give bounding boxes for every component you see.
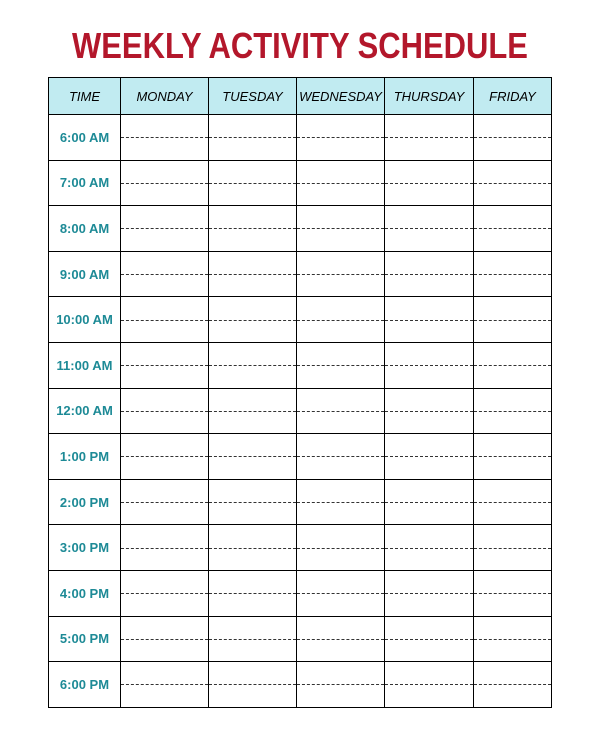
schedule-slot-thursday[interactable] — [385, 251, 474, 297]
schedule-slot-wednesday[interactable] — [297, 297, 385, 343]
table-row — [49, 525, 552, 571]
schedule-slot-monday[interactable] — [121, 115, 209, 161]
schedule-slot-thursday[interactable] — [385, 479, 474, 525]
schedule-slot-tuesday[interactable] — [209, 115, 297, 161]
schedule-slot-friday[interactable] — [474, 342, 552, 388]
schedule-slot-thursday[interactable] — [385, 206, 474, 252]
schedule-slot-thursday[interactable] — [385, 115, 474, 161]
schedule-slot-friday[interactable] — [474, 388, 552, 434]
schedule-body — [49, 115, 552, 708]
schedule-slot-friday[interactable] — [474, 206, 552, 252]
schedule-slot-tuesday[interactable] — [209, 479, 297, 525]
schedule-slot-tuesday[interactable] — [209, 251, 297, 297]
table-row — [49, 570, 552, 616]
schedule-slot-thursday[interactable] — [385, 616, 474, 662]
schedule-slot-friday[interactable] — [474, 160, 552, 206]
schedule-slot-tuesday[interactable] — [209, 160, 297, 206]
schedule-slot-thursday[interactable] — [385, 434, 474, 480]
time-label: 7:00 AM — [49, 160, 121, 206]
table-row — [49, 388, 552, 434]
schedule-slot-tuesday[interactable] — [209, 662, 297, 708]
column-header-thursday: THURSDAY — [385, 78, 474, 115]
schedule-slot-monday[interactable] — [121, 160, 209, 206]
table-row — [49, 160, 552, 206]
time-label: 5:00 PM — [49, 616, 121, 662]
table-row — [49, 251, 552, 297]
schedule-slot-monday[interactable] — [121, 388, 209, 434]
schedule-slot-monday[interactable] — [121, 570, 209, 616]
time-label: 2:00 PM — [49, 479, 121, 525]
schedule-slot-thursday[interactable] — [385, 342, 474, 388]
table-row — [49, 297, 552, 343]
schedule-slot-monday[interactable] — [121, 616, 209, 662]
schedule-slot-tuesday[interactable] — [209, 570, 297, 616]
schedule-slot-monday[interactable] — [121, 297, 209, 343]
time-label: 1:00 PM — [49, 434, 121, 480]
column-header-friday: FRIDAY — [474, 78, 552, 115]
schedule-slot-monday[interactable] — [121, 479, 209, 525]
time-label: 9:00 AM — [49, 251, 121, 297]
schedule-slot-wednesday[interactable] — [297, 388, 385, 434]
time-label: 11:00 AM — [49, 342, 121, 388]
schedule-slot-friday[interactable] — [474, 616, 552, 662]
schedule-slot-friday[interactable] — [474, 297, 552, 343]
column-header-time: TIME — [49, 78, 121, 115]
column-header-tuesday: TUESDAY — [209, 78, 297, 115]
time-label: 4:00 PM — [49, 570, 121, 616]
schedule-slot-tuesday[interactable] — [209, 297, 297, 343]
table-row — [49, 206, 552, 252]
column-header-wednesday: WEDNESDAY — [297, 78, 385, 115]
schedule-slot-friday[interactable] — [474, 570, 552, 616]
table-row — [49, 434, 552, 480]
time-label: 10:00 AM — [49, 297, 121, 343]
schedule-slot-wednesday[interactable] — [297, 115, 385, 161]
column-header-monday: MONDAY — [121, 78, 209, 115]
table-row — [49, 342, 552, 388]
schedule-slot-tuesday[interactable] — [209, 434, 297, 480]
schedule-slot-wednesday[interactable] — [297, 251, 385, 297]
schedule-table — [48, 77, 552, 708]
schedule-slot-wednesday[interactable] — [297, 160, 385, 206]
schedule-slot-thursday[interactable] — [385, 160, 474, 206]
schedule-slot-monday[interactable] — [121, 206, 209, 252]
table-row — [49, 662, 552, 708]
schedule-slot-tuesday[interactable] — [209, 525, 297, 571]
schedule-slot-wednesday[interactable] — [297, 342, 385, 388]
schedule-slot-monday[interactable] — [121, 662, 209, 708]
schedule-slot-wednesday[interactable] — [297, 570, 385, 616]
time-label: 6:00 PM — [49, 662, 121, 708]
schedule-slot-tuesday[interactable] — [209, 342, 297, 388]
schedule-slot-wednesday[interactable] — [297, 206, 385, 252]
schedule-slot-tuesday[interactable] — [209, 206, 297, 252]
table-row — [49, 115, 552, 161]
schedule-slot-tuesday[interactable] — [209, 388, 297, 434]
schedule-slot-friday[interactable] — [474, 115, 552, 161]
schedule-slot-tuesday[interactable] — [209, 616, 297, 662]
schedule-slot-monday[interactable] — [121, 251, 209, 297]
time-label: 12:00 AM — [49, 388, 121, 434]
schedule-slot-thursday[interactable] — [385, 662, 474, 708]
schedule-slot-monday[interactable] — [121, 434, 209, 480]
schedule-slot-thursday[interactable] — [385, 525, 474, 571]
schedule-slot-thursday[interactable] — [385, 297, 474, 343]
schedule-slot-thursday[interactable] — [385, 570, 474, 616]
table-row — [49, 479, 552, 525]
schedule-slot-wednesday[interactable] — [297, 434, 385, 480]
schedule-slot-thursday[interactable] — [385, 388, 474, 434]
page-title: WEEKLY ACTIVITY SCHEDULE — [72, 25, 528, 66]
schedule-slot-wednesday[interactable] — [297, 616, 385, 662]
schedule-slot-wednesday[interactable] — [297, 525, 385, 571]
schedule-slot-friday[interactable] — [474, 434, 552, 480]
schedule-slot-friday[interactable] — [474, 662, 552, 708]
time-label: 3:00 PM — [49, 525, 121, 571]
time-label: 8:00 AM — [49, 206, 121, 252]
time-label: 6:00 AM — [49, 115, 121, 161]
header-row — [49, 78, 552, 115]
schedule-slot-friday[interactable] — [474, 251, 552, 297]
schedule-slot-wednesday[interactable] — [297, 479, 385, 525]
schedule-slot-monday[interactable] — [121, 525, 209, 571]
table-row — [49, 616, 552, 662]
schedule-slot-friday[interactable] — [474, 525, 552, 571]
schedule-slot-wednesday[interactable] — [297, 662, 385, 708]
schedule-slot-friday[interactable] — [474, 479, 552, 525]
schedule-slot-monday[interactable] — [121, 342, 209, 388]
